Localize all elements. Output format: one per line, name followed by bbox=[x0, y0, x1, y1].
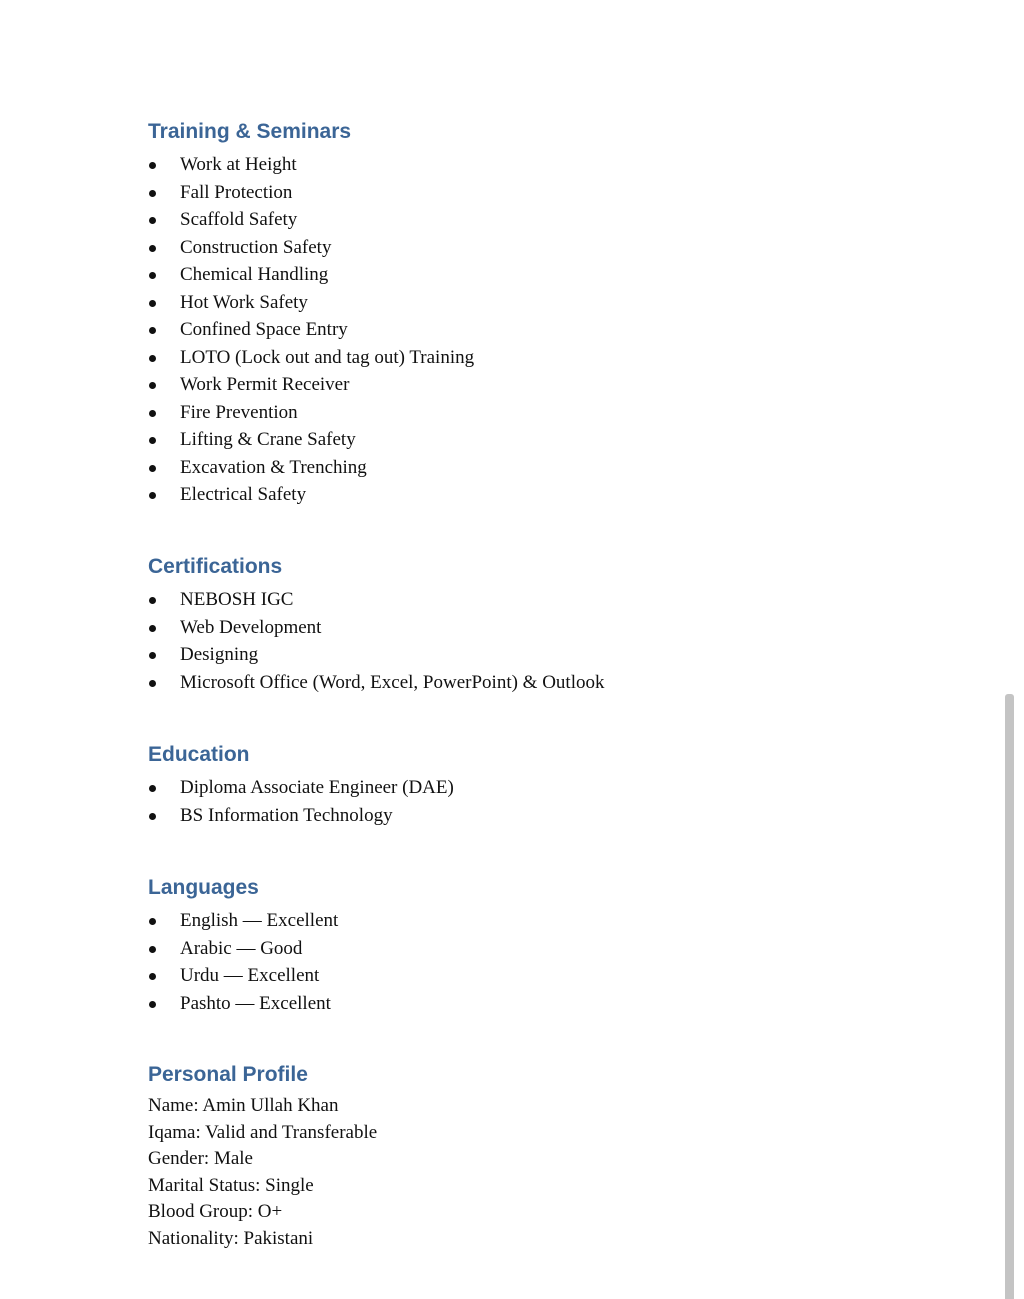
profile-field bbox=[148, 1199, 377, 1226]
profile-field bbox=[148, 1093, 377, 1120]
bullet-icon bbox=[149, 1001, 156, 1008]
list-item bbox=[148, 774, 454, 802]
list-item bbox=[148, 426, 474, 454]
certifications-list bbox=[148, 586, 605, 696]
bullet-icon bbox=[149, 162, 156, 169]
list-item-text: Diploma Associate Engineer (DAE) bbox=[180, 777, 454, 798]
bullet-icon bbox=[149, 382, 156, 389]
list-item-text: English — Excellent bbox=[180, 910, 339, 931]
education-section bbox=[148, 740, 454, 829]
list-item bbox=[148, 151, 474, 179]
bullet-icon bbox=[149, 918, 156, 925]
bullet-icon bbox=[149, 245, 156, 252]
list-item bbox=[148, 399, 474, 427]
bullet-icon bbox=[149, 272, 156, 279]
personal-profile-list bbox=[148, 1093, 377, 1252]
list-item-text: Pashto — Excellent bbox=[180, 992, 331, 1014]
list-item-text: Arabic — Good bbox=[180, 937, 303, 959]
list-item-text: Chemical Handling bbox=[180, 264, 329, 285]
list-item-text: Electrical Safety bbox=[180, 484, 307, 505]
list-item bbox=[148, 962, 338, 990]
profile-field bbox=[148, 1146, 377, 1173]
languages-heading: Languages bbox=[148, 876, 259, 899]
list-item bbox=[148, 641, 605, 669]
list-item-text: Scaffold Safety bbox=[180, 209, 298, 230]
list-item bbox=[148, 261, 474, 289]
bullet-icon bbox=[149, 437, 156, 444]
list-item bbox=[148, 371, 474, 399]
list-item-text: Microsoft Office (Word, Excel, PowerPoint) & Outlook bbox=[180, 671, 605, 693]
list-item bbox=[148, 586, 605, 614]
list-item bbox=[148, 990, 338, 1018]
profile-field bbox=[148, 1226, 377, 1253]
bullet-icon bbox=[149, 597, 156, 604]
bullet-icon bbox=[149, 410, 156, 417]
list-item bbox=[148, 316, 474, 344]
list-item bbox=[148, 206, 474, 234]
certifications-section bbox=[148, 552, 605, 696]
bullet-icon bbox=[149, 355, 156, 362]
list-item bbox=[148, 481, 474, 509]
education-heading: Education bbox=[148, 743, 250, 766]
bullet-icon bbox=[149, 652, 156, 659]
bullet-icon bbox=[149, 300, 156, 307]
list-item bbox=[148, 454, 474, 482]
list-item-text: Excavation & Trenching bbox=[180, 456, 367, 478]
personal-profile-heading: Personal Profile bbox=[148, 1063, 308, 1086]
education-list bbox=[148, 774, 454, 829]
list-item-text: Confined Space Entry bbox=[180, 319, 348, 340]
list-item bbox=[148, 234, 474, 262]
bullet-icon bbox=[149, 680, 156, 687]
training-heading: Training & Seminars bbox=[148, 120, 352, 143]
list-item-text: Designing bbox=[180, 644, 259, 665]
training-list bbox=[148, 151, 474, 509]
bullet-icon bbox=[149, 813, 156, 820]
list-item-text: Gender: Male bbox=[148, 1148, 253, 1169]
list-item-text: Work at Height bbox=[180, 154, 297, 175]
list-item-text: Marital Status: Single bbox=[148, 1174, 314, 1196]
bullet-icon bbox=[149, 946, 156, 953]
list-item bbox=[148, 344, 474, 372]
certifications-heading: Certifications bbox=[148, 555, 283, 578]
list-item-text: NEBOSH IGC bbox=[180, 589, 294, 610]
list-item-text: Hot Work Safety bbox=[180, 291, 308, 313]
list-item bbox=[148, 802, 454, 830]
list-item bbox=[148, 614, 605, 642]
list-item-text: Fall Protection bbox=[180, 181, 293, 203]
list-item bbox=[148, 907, 338, 935]
bullet-icon bbox=[149, 973, 156, 980]
list-item-text: Iqama: Valid and Transferable bbox=[148, 1121, 378, 1143]
list-item bbox=[148, 179, 474, 207]
list-item-text: Work Permit Receiver bbox=[180, 374, 350, 395]
list-item-text: Name: Amin Ullah Khan bbox=[148, 1095, 339, 1116]
list-item-text: Lifting & Crane Safety bbox=[180, 429, 356, 450]
list-item-text: LOTO (Lock out and tag out) Training bbox=[180, 346, 475, 368]
bullet-icon bbox=[149, 327, 156, 334]
training-section bbox=[148, 117, 474, 509]
bullet-icon bbox=[149, 217, 156, 224]
bullet-icon bbox=[149, 625, 156, 632]
vertical-scrollbar[interactable] bbox=[1005, 694, 1014, 1299]
list-item-text: Web Development bbox=[180, 616, 322, 638]
bullet-icon bbox=[149, 190, 156, 197]
profile-field bbox=[148, 1120, 377, 1147]
list-item-text: Nationality: Pakistani bbox=[148, 1227, 314, 1249]
bullet-icon bbox=[149, 465, 156, 472]
languages-list bbox=[148, 907, 338, 1017]
list-item-text: Construction Safety bbox=[180, 236, 332, 258]
bullet-icon bbox=[149, 492, 156, 499]
personal-profile-section bbox=[148, 1060, 377, 1252]
list-item bbox=[148, 289, 474, 317]
list-item-text: Blood Group: O+ bbox=[148, 1201, 283, 1222]
list-item-text: BS Information Technology bbox=[180, 804, 393, 826]
list-item-text: Fire Prevention bbox=[180, 401, 298, 423]
profile-field bbox=[148, 1173, 377, 1200]
bullet-icon bbox=[149, 785, 156, 792]
list-item bbox=[148, 935, 338, 963]
languages-section bbox=[148, 873, 338, 1017]
list-item-text: Urdu — Excellent bbox=[180, 965, 320, 986]
list-item bbox=[148, 669, 605, 697]
